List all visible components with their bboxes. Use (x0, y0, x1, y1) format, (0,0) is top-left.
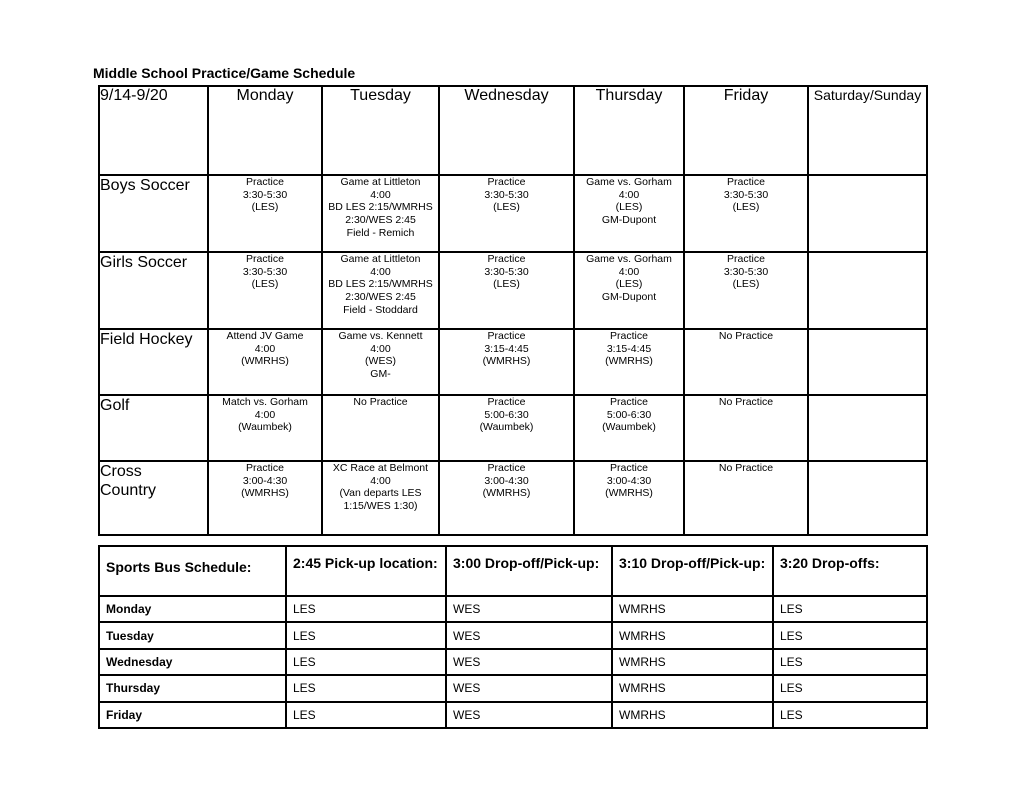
page-title: Middle School Practice/Game Schedule (93, 65, 356, 81)
bus-location: LES (773, 649, 927, 675)
bus-row (99, 622, 927, 648)
bus-day: Tuesday (99, 622, 286, 648)
schedule-cell-line: Practice (610, 396, 648, 408)
schedule-cell-line: 3:15-4:45 (484, 342, 529, 355)
schedule-cell (574, 395, 684, 461)
schedule-cell-line: 3:30-5:30 (723, 188, 769, 201)
bus-location: WMRHS (612, 622, 773, 648)
schedule-cell-line: 4:00 (254, 408, 276, 421)
sport-row (99, 461, 927, 535)
bus-location: WMRHS (612, 702, 773, 728)
day-header: Wednesday (439, 86, 574, 175)
sport-row (99, 329, 927, 395)
bus-location: LES (286, 649, 446, 675)
schedule-cell-line: (Waumbek) (479, 421, 534, 434)
bus-location: LES (286, 596, 446, 622)
schedule-cell-line: Practice (727, 253, 765, 265)
sport-name (99, 461, 208, 535)
schedule-cell-line: No Practice (353, 396, 408, 408)
sport-name (99, 395, 208, 461)
sport-name (99, 175, 208, 252)
bus-day: Friday (99, 702, 286, 728)
schedule-cell-line: (LES) (732, 201, 760, 214)
schedule-cell-line: 4:00 (618, 188, 640, 201)
sports-bus-schedule-table (98, 545, 928, 729)
schedule-cell-line: (WMRHS) (482, 487, 531, 500)
schedule-cell-line: (LES) (732, 278, 760, 291)
sport-row (99, 252, 927, 329)
bus-header-cell: Sports Bus Schedule: (99, 546, 286, 596)
sport-name-line: Country (100, 482, 157, 499)
schedule-cell-line: No Practice (718, 330, 774, 342)
schedule-cell-line: 2:30/WES 2:45 (345, 291, 416, 304)
schedule-cell-line: (LES) (615, 278, 643, 291)
schedule-cell-line: 2:30/WES 2:45 (345, 214, 416, 227)
day-header: Monday (208, 86, 322, 175)
schedule-cell-line: 3:00-4:30 (484, 474, 529, 487)
schedule-cell-line: GM-Dupont (601, 214, 657, 227)
bus-location: WES (446, 675, 612, 701)
schedule-cell-line: (WMRHS) (241, 355, 289, 368)
day-header: Saturday/Sunday (808, 86, 927, 175)
schedule-cell-line: 3:30-5:30 (484, 265, 529, 278)
schedule-cell (574, 175, 684, 252)
schedule-cell-line: 4:00 (370, 188, 391, 201)
schedule-cell-line: Field - Remich (346, 226, 415, 239)
bus-location: WMRHS (612, 649, 773, 675)
schedule-cell-line: (WMRHS) (605, 487, 653, 500)
schedule-cell (208, 175, 322, 252)
schedule-cell-line: 3:15-4:45 (606, 342, 652, 355)
bus-location: WES (446, 596, 612, 622)
schedule-cell (808, 252, 927, 329)
schedule-cell-line: Practice (610, 462, 648, 474)
schedule-cell-line: No Practice (718, 462, 774, 474)
schedule-cell-line: Match vs. Gorham (222, 396, 308, 408)
day-header: Friday (684, 86, 808, 175)
schedule-cell (208, 395, 322, 461)
schedule-cell-line: 4:00 (254, 342, 276, 355)
schedule-cell-line: Practice (487, 396, 526, 408)
sport-name-line: Field Hockey (100, 331, 193, 348)
schedule-cell-line: BD LES 2:15/WMRHS (328, 201, 433, 214)
schedule-cell-line: (LES) (493, 278, 520, 291)
schedule-cell-line: 1:15/WES 1:30) (343, 500, 418, 513)
bus-header-cell: 3:20 Drop-offs: (773, 546, 927, 596)
bus-row (99, 596, 927, 622)
schedule-cell-line: Game vs. Kennett (338, 330, 423, 342)
bus-row (99, 702, 927, 728)
schedule-cell (684, 175, 808, 252)
bus-location: LES (773, 622, 927, 648)
week-range: 9/14-9/20 (99, 86, 208, 175)
schedule-cell-line: (WMRHS) (482, 355, 531, 368)
bus-location: LES (286, 702, 446, 728)
bus-row (99, 649, 927, 675)
day-header: Tuesday (322, 86, 439, 175)
schedule-cell-line: Attend JV Game (226, 330, 304, 342)
schedule-cell (684, 395, 808, 461)
schedule-cell-line: (Waumbek) (602, 421, 656, 434)
schedule-cell (439, 329, 574, 395)
schedule-cell-line: 3:30-5:30 (242, 188, 288, 201)
schedule-cell-line: 3:30-5:30 (723, 265, 769, 278)
bus-location: LES (286, 675, 446, 701)
bus-header-cell: 2:45 Pick-up location: (286, 546, 446, 596)
bus-row (99, 675, 927, 701)
schedule-cell (208, 461, 322, 535)
schedule-cell-line: 5:00-6:30 (484, 408, 529, 421)
schedule-cell-line: (WMRHS) (241, 487, 289, 500)
schedule-cell-line: BD LES 2:15/WMRHS (328, 278, 433, 291)
schedule-cell-line: 4:00 (370, 265, 391, 278)
schedule-cell-line: Practice (246, 462, 284, 474)
day-header: Thursday (574, 86, 684, 175)
bus-day: Wednesday (99, 649, 286, 675)
schedule-cell-line: (LES) (251, 201, 279, 214)
schedule-cell-line: 5:00-6:30 (606, 408, 652, 421)
schedule-cell (322, 395, 439, 461)
schedule-cell-line: Field - Stoddard (343, 303, 418, 316)
bus-day: Monday (99, 596, 286, 622)
schedule-cell (322, 252, 439, 329)
schedule-cell (322, 175, 439, 252)
schedule-cell-line: GM-Dupont (601, 291, 657, 304)
bus-location: WES (446, 702, 612, 728)
schedule-cell-line: 4:00 (618, 265, 640, 278)
sport-name-line: Cross (100, 463, 142, 480)
bus-header-cell: 3:00 Drop-off/Pick-up: (446, 546, 612, 596)
schedule-cell (322, 461, 439, 535)
schedule-cell-line: 3:00-4:30 (606, 474, 652, 487)
schedule-cell (684, 252, 808, 329)
bus-location: WMRHS (612, 675, 773, 701)
schedule-cell-line: Practice (727, 176, 765, 188)
schedule-cell (322, 329, 439, 395)
schedule-cell-line: No Practice (718, 396, 774, 408)
sport-row (99, 175, 927, 252)
schedule-cell (574, 252, 684, 329)
schedule-cell-line: Game at Littleton (340, 176, 421, 188)
bus-day: Thursday (99, 675, 286, 701)
schedule-cell-line: Practice (487, 462, 526, 474)
schedule-cell-line: Game vs. Gorham (586, 253, 672, 265)
sport-row (99, 395, 927, 461)
schedule-cell (684, 329, 808, 395)
schedule-cell-line: Game vs. Gorham (586, 176, 672, 188)
schedule-cell-line: (LES) (251, 278, 279, 291)
schedule-cell-line: Game at Littleton (340, 253, 421, 265)
bus-header-row (99, 546, 927, 596)
bus-location: LES (773, 702, 927, 728)
schedule-cell (808, 175, 927, 252)
schedule-cell (439, 461, 574, 535)
schedule-cell-line: GM- (370, 368, 391, 381)
bus-location: WMRHS (612, 596, 773, 622)
schedule-cell-line: 3:30-5:30 (242, 265, 288, 278)
schedule-cell-line: 3:30-5:30 (484, 188, 529, 201)
sport-name-line: Golf (100, 397, 130, 414)
schedule-cell-line: (LES) (615, 201, 643, 214)
schedule-cell (684, 461, 808, 535)
schedule-cell-line: (LES) (493, 201, 520, 214)
schedule-cell-line: Practice (487, 176, 526, 188)
schedule-cell (574, 329, 684, 395)
schedule-cell (208, 329, 322, 395)
schedule-cell (439, 395, 574, 461)
sport-name (99, 329, 208, 395)
schedule-cell-line: (Van departs LES (339, 487, 422, 500)
schedule-cell (208, 252, 322, 329)
schedule-cell (439, 175, 574, 252)
schedule-cell-line: (WES) (365, 355, 396, 368)
schedule-cell (574, 461, 684, 535)
practice-schedule-table (98, 85, 928, 536)
schedule-header-row (99, 86, 927, 175)
schedule-cell-line: XC Race at Belmont (332, 462, 429, 474)
bus-location: LES (773, 596, 927, 622)
schedule-cell-line: 3:00-4:30 (242, 474, 288, 487)
schedule-cell-line: 4:00 (370, 474, 391, 487)
schedule-cell-line: Practice (246, 176, 284, 188)
sport-name-line: Boys Soccer (100, 177, 190, 194)
bus-location: LES (773, 675, 927, 701)
schedule-cell (439, 252, 574, 329)
bus-location: LES (286, 622, 446, 648)
schedule-cell-line: (Waumbek) (238, 421, 292, 434)
schedule-cell-line: Practice (487, 330, 526, 342)
schedule-cell-line: 4:00 (370, 342, 391, 355)
bus-location: WES (446, 622, 612, 648)
schedule-cell-line: Practice (610, 330, 648, 342)
bus-header-cell: 3:10 Drop-off/Pick-up: (612, 546, 773, 596)
sport-name-line: Girls Soccer (100, 254, 188, 271)
sport-name (99, 252, 208, 329)
bus-location: WES (446, 649, 612, 675)
schedule-cell-line: (WMRHS) (605, 355, 653, 368)
schedule-cell (808, 329, 927, 395)
schedule-cell (808, 461, 927, 535)
schedule-cell-line: Practice (487, 253, 526, 265)
schedule-cell-line: Practice (246, 253, 284, 265)
schedule-cell (808, 395, 927, 461)
